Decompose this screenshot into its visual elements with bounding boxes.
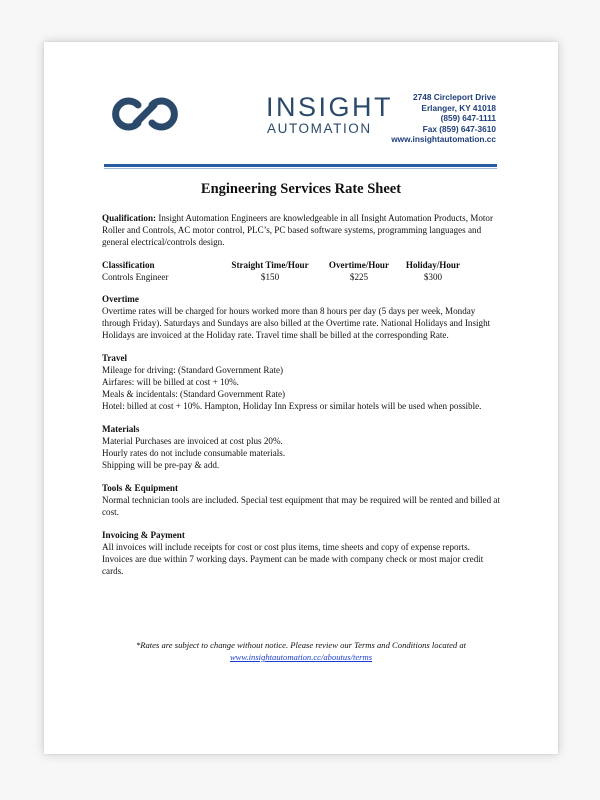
cell-classification: Controls Engineer — [102, 272, 169, 282]
cell-overtime: $225 — [349, 272, 369, 282]
rate-table — [102, 259, 468, 283]
section-line: All invoices will include receipts for cost or cost plus items, time sheets and copy of expense reports. Invoices are due within 7 working days. Payment can be made with company check or most major credit cards. — [102, 542, 484, 576]
header-divider-thin — [104, 168, 497, 169]
section-line: Meals & incidentals: (Standard Government Rate) — [102, 389, 286, 399]
section-materials — [102, 423, 502, 471]
qualification-paragraph — [102, 212, 502, 248]
insight-logo-icon — [106, 94, 184, 134]
section-line: Airfares: will be billed at cost + 10%. — [102, 377, 239, 387]
section-heading: Overtime — [102, 294, 139, 304]
address-phone: (859) 647-1111 — [440, 113, 496, 124]
qualification-text: Insight Automation Engineers are knowledgeable in all Insight Automation Products, Motor Roller and Controls, AC motor control, PLC’s, PC based software systems, programming languages and general electrical/controls design. — [102, 213, 493, 247]
brand-subname: AUTOMATION — [267, 121, 372, 136]
section-overtime — [102, 293, 502, 341]
brand-wordmark — [266, 93, 393, 137]
section-invoicing-payment — [102, 529, 502, 577]
page-title: Engineering Services Rate Sheet — [200, 181, 402, 197]
section-line: Hourly rates do not include consumable materials. — [102, 448, 286, 458]
section-line: Hotel: billed at cost + 10%. Hampton, Holiday Inn Express or similar hotels will be used when possible. — [102, 401, 482, 411]
section-line: Overtime rates will be charged for hours worked more than 8 hours per day (5 days per week, Monday through Friday). Saturdays and Sundays are also billed at the Overtime rate. National Holidays and Insight Holidays are invoiced at the Holiday rate. Travel time shall be billed at the corresponding Rate. — [102, 306, 491, 340]
footnote-text: *Rates are subject to change without notice. Please review our Terms and Conditions located at — [135, 640, 467, 650]
section-travel — [102, 352, 502, 412]
table-row — [102, 271, 468, 283]
rate-table-header — [102, 259, 468, 271]
section-heading: Materials — [102, 424, 140, 434]
section-tools-equipment — [102, 482, 502, 518]
cell-holiday: $300 — [423, 272, 443, 282]
section-line: Material Purchases are invoiced at cost plus 20%. — [102, 436, 283, 446]
address-street: 2748 Circleport Drive — [412, 92, 496, 102]
section-line: Mileage for driving: (Standard Government Rate) — [102, 365, 284, 375]
address-fax: Fax (859) 647-3610 — [422, 123, 496, 134]
address-city: Erlanger, KY 41018 — [421, 102, 496, 113]
col-holiday: Holiday/Hour — [405, 260, 460, 270]
section-heading: Tools & Equipment — [102, 483, 178, 493]
address-website[interactable]: www.insightautomation.cc — [391, 134, 496, 145]
sheet-content — [102, 212, 502, 588]
section-heading: Invoicing & Payment — [102, 530, 185, 540]
section-heading: Travel — [102, 353, 128, 363]
col-classification: Classification — [102, 260, 155, 270]
rate-sheet-page — [44, 42, 558, 754]
brand-name: INSIGHT — [266, 92, 394, 122]
header-divider — [104, 164, 497, 167]
section-line: Shipping will be pre-pay & add. — [102, 460, 220, 470]
qualification-label: Qualification: — [102, 213, 157, 223]
cell-straight-time: $150 — [260, 272, 280, 282]
terms-link[interactable]: www.insightautomation.cc/aboutus/terms — [229, 652, 373, 662]
col-straight-time: Straight Time/Hour — [231, 260, 309, 270]
col-overtime: Overtime/Hour — [328, 260, 390, 270]
rates-footnote — [44, 639, 558, 663]
section-line: Normal technician tools are included. Special test equipment that may be required will be rented and billed at cost. — [102, 495, 500, 517]
company-address — [391, 92, 496, 145]
